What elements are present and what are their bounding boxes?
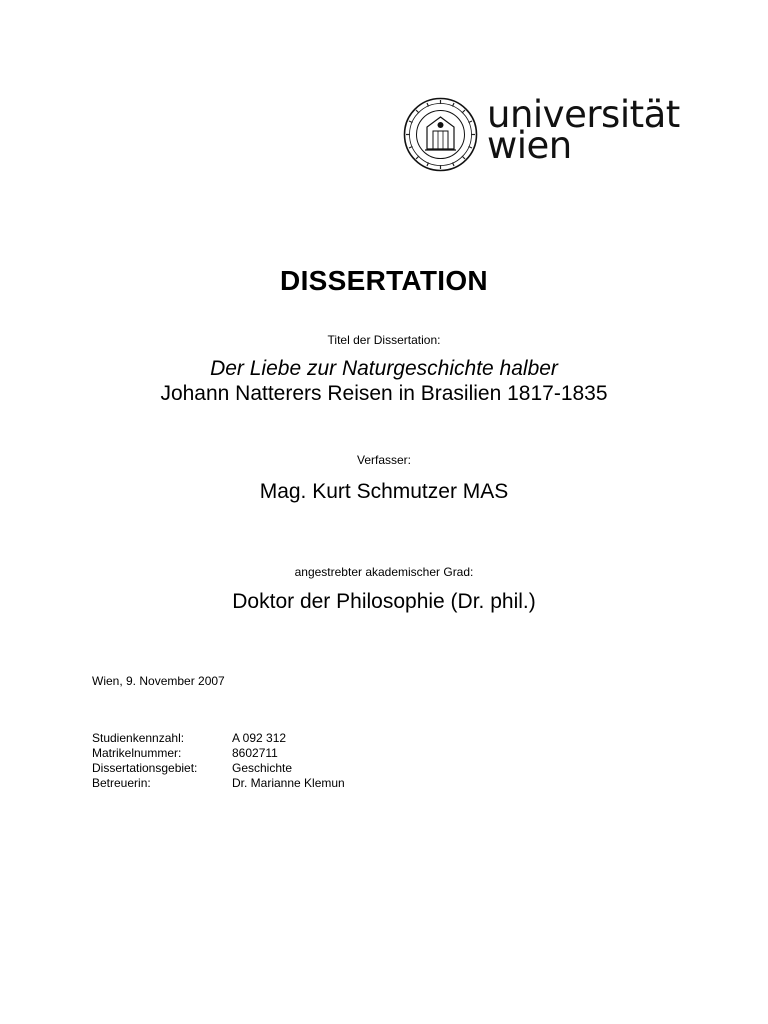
place-date: Wien, 9. November 2007	[92, 674, 225, 688]
title-label: Titel der Dissertation:	[327, 333, 441, 347]
info-key: Dissertationsgebiet:	[92, 761, 198, 775]
info-key: Betreuerin:	[92, 776, 151, 790]
info-row	[92, 776, 345, 791]
info-row	[92, 746, 345, 761]
info-row	[92, 731, 345, 746]
wordmark-line2: wien	[487, 124, 572, 167]
author-name: Mag. Kurt Schmutzer MAS	[259, 480, 509, 503]
info-value: Geschichte	[232, 761, 293, 775]
university-logo	[403, 93, 680, 172]
thesis-title-line1: Der Liebe zur Naturgeschichte halber	[210, 357, 558, 380]
info-table	[92, 731, 345, 791]
author-label: Verfasser:	[356, 453, 412, 467]
info-row	[92, 761, 345, 776]
degree: Doktor der Philosophie (Dr. phil.)	[232, 590, 536, 613]
info-key: Matrikelnummer:	[92, 746, 182, 760]
info-value: A 092 312	[232, 731, 287, 745]
info-value: Dr. Marianne Klemun	[232, 776, 345, 790]
info-value: 8602711	[232, 746, 278, 760]
document-heading: DISSERTATION	[280, 265, 488, 296]
wordmark-line1: universität	[487, 93, 680, 136]
degree-label: angestrebter akademischer Grad:	[294, 565, 474, 579]
thesis-title-line2: Johann Natterers Reisen in Brasilien 1817-1835	[160, 382, 608, 405]
university-seal-icon	[403, 97, 478, 172]
university-wordmark	[487, 93, 680, 167]
thesis-title	[0, 356, 768, 406]
info-key: Studienkennzahl:	[92, 731, 185, 745]
